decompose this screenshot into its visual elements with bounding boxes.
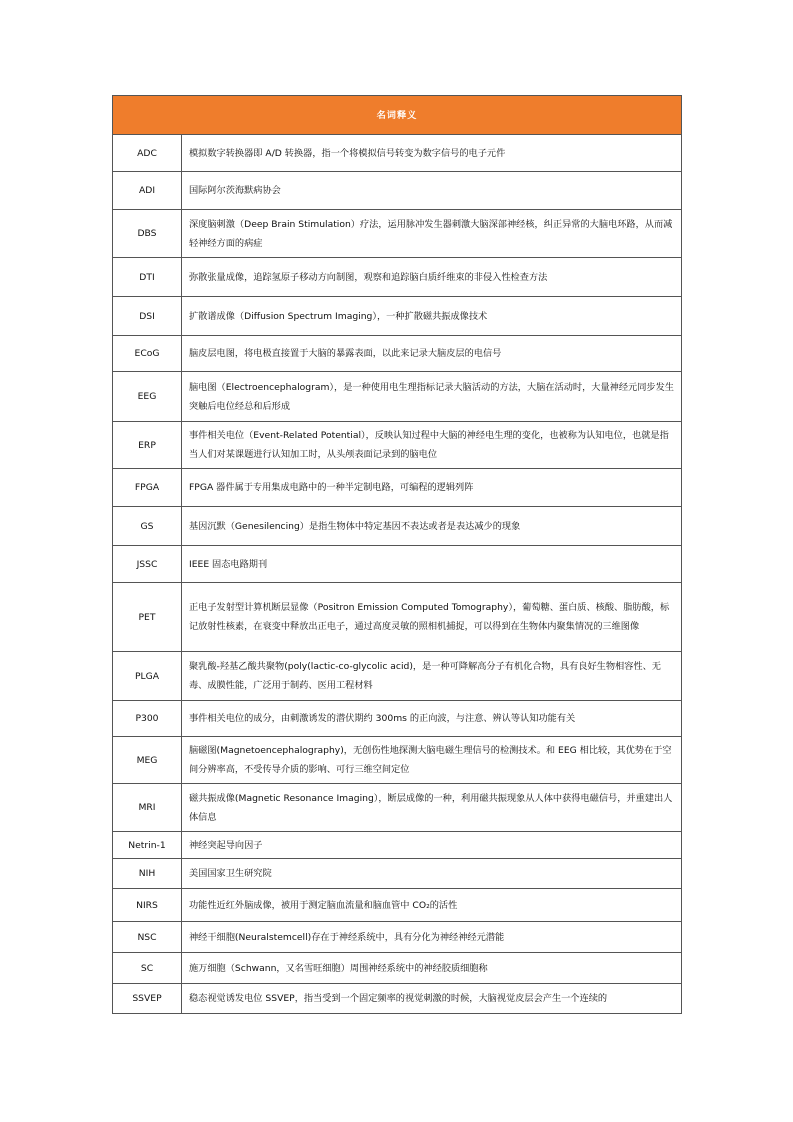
definition-cell: 弥散张量成像，追踪氢原子移动方向制图，观察和追踪脑白质纤维束的非侵入性检查方法 (182, 258, 682, 297)
term-cell: PET (113, 583, 182, 652)
term-cell: ADI (113, 172, 182, 210)
term-cell: MEG (113, 737, 182, 784)
table-row (113, 210, 682, 258)
term-cell: ADC (113, 135, 182, 172)
table-row (113, 507, 682, 546)
definition-cell: 神经突起导向因子 (182, 832, 682, 859)
definition-cell: 扩散谱成像（Diffusion Spectrum Imaging），一种扩散磁共振成像技术 (182, 297, 682, 336)
definition-cell: IEEE 固态电路期刊 (182, 546, 682, 583)
definition-cell: 正电子发射型计算机断层显像（Positron Emission Computed Tomography），葡萄糖、蛋白质、核酸、脂肪酸，标记放射性核素，在衰变中释放出正电子，通过高度灵敏的照相机捕捉，可以得到在生物体内聚集情况的三维图像 (182, 583, 682, 652)
term-cell: GS (113, 507, 182, 546)
title-row (113, 96, 682, 135)
definition-cell: 事件相关电位（Event-Related Potential），反映认知过程中大脑的神经电生理的变化，也被称为认知电位，也就是指当人们对某课题进行认知加工时，从头颅表面记录到的脑电位 (182, 422, 682, 469)
table-row (113, 258, 682, 297)
table-row (113, 422, 682, 469)
table-row (113, 336, 682, 372)
term-cell: P300 (113, 701, 182, 737)
table-row (113, 172, 682, 210)
term-cell: FPGA (113, 469, 182, 507)
term-cell: NIRS (113, 889, 182, 922)
table-row (113, 984, 682, 1014)
term-cell: SSVEP (113, 984, 182, 1014)
table-row (113, 701, 682, 737)
table-row (113, 859, 682, 889)
term-cell: DSI (113, 297, 182, 336)
table-row (113, 583, 682, 652)
definition-cell: 脑皮层电图，将电极直接置于大脑的暴露表面，以此来记录大脑皮层的电信号 (182, 336, 682, 372)
definition-cell: 磁共振成像(Magnetic Resonance Imaging），断层成像的一种，利用磁共振现象从人体中获得电磁信号，并重建出人体信息 (182, 784, 682, 832)
definition-cell: 脑磁图(Magnetoencephalography)，无创伤性地探测大脑电磁生理信号的检测技术。和 EEG 相比较，其优势在于空间分辨率高，不受传导介质的影响、可行三维空间定位 (182, 737, 682, 784)
term-cell: ECoG (113, 336, 182, 372)
table-row (113, 469, 682, 507)
definition-cell: 美国国家卫生研究院 (182, 859, 682, 889)
term-cell: ERP (113, 422, 182, 469)
definition-cell: 模拟数字转换器即 A/D 转换器，指一个将模拟信号转变为数字信号的电子元件 (182, 135, 682, 172)
term-cell: PLGA (113, 652, 182, 701)
table-row (113, 546, 682, 583)
table-row (113, 135, 682, 172)
definition-cell: 聚乳酸-羟基乙酸共聚物(poly(lactic-co-glycolic acid)，是一种可降解高分子有机化合物，具有良好生物相容性、无毒、成膜性能，广泛用于制药、医用工程材料 (182, 652, 682, 701)
term-cell: SC (113, 953, 182, 984)
definition-cell: 基因沉默（Genesilencing）是指生物体中特定基因不表达或者是表达减少的现象 (182, 507, 682, 546)
definition-cell: 脑电图（Electroencephalogram），是一种使用电生理指标记录大脑活动的方法，大脑在活动时，大量神经元同步发生突触后电位经总和后形成 (182, 372, 682, 422)
table-row (113, 889, 682, 922)
table-row (113, 297, 682, 336)
definition-cell: 稳态视觉诱发电位 SSVEP，指当受到一个固定频率的视觉刺激的时候，大脑视觉皮层会产生一个连续的 (182, 984, 682, 1014)
term-cell: MRI (113, 784, 182, 832)
term-cell: NIH (113, 859, 182, 889)
definition-cell: 国际阿尔茨海默病协会 (182, 172, 682, 210)
table-row (113, 372, 682, 422)
definition-cell: 施万细胞（Schwann，又名雪旺细胞）周围神经系统中的神经胶质细胞称 (182, 953, 682, 984)
table-row (113, 737, 682, 784)
term-cell: DTI (113, 258, 182, 297)
glossary-table (112, 95, 682, 1014)
definition-cell: FPGA 器件属于专用集成电路中的一种半定制电路，可编程的逻辑列阵 (182, 469, 682, 507)
definition-cell: 功能性近红外脑成像，被用于测定脑血流量和脑血管中 CO₂的活性 (182, 889, 682, 922)
table-title: 名词释义 (113, 96, 682, 135)
definition-cell: 事件相关电位的成分，由刺激诱发的潜伏期约 300ms 的正向波，与注意、辨认等认知功能有关 (182, 701, 682, 737)
term-cell: Netrin-1 (113, 832, 182, 859)
table-row (113, 832, 682, 859)
definition-cell: 神经干细胞(Neuralstemcell)存在于神经系统中，具有分化为神经神经元潜能 (182, 922, 682, 953)
table-row (113, 784, 682, 832)
term-cell: DBS (113, 210, 182, 258)
term-cell: EEG (113, 372, 182, 422)
definition-cell: 深度脑刺激（Deep Brain Stimulation）疗法，运用脉冲发生器刺激大脑深部神经核，纠正异常的大脑电环路，从而减轻神经方面的病症 (182, 210, 682, 258)
table-row (113, 922, 682, 953)
term-cell: JSSC (113, 546, 182, 583)
table-row (113, 652, 682, 701)
table-row (113, 953, 682, 984)
term-cell: NSC (113, 922, 182, 953)
